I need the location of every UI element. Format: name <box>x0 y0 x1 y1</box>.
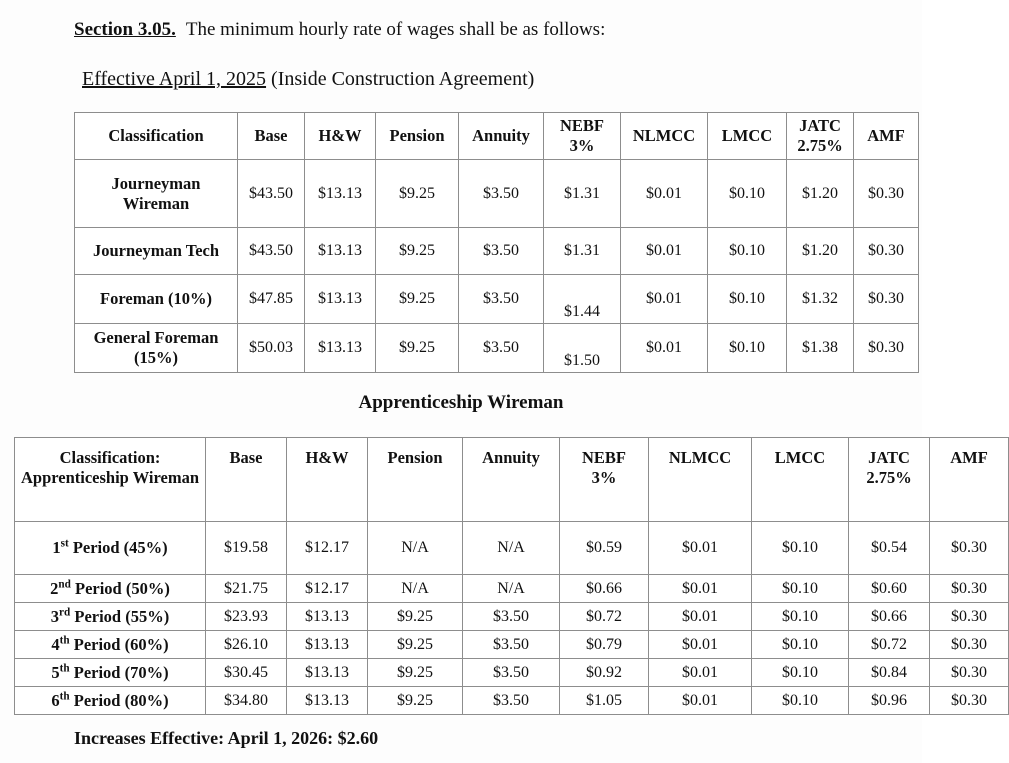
cell-jatc: $0.84 <box>849 659 930 687</box>
cell-nebf: $0.79 <box>560 631 649 659</box>
table1-body <box>75 160 919 373</box>
period-ordinal-suffix: st <box>60 537 69 550</box>
cell-pension: N/A <box>368 522 463 575</box>
period-label: Period (70%) <box>69 662 169 682</box>
cell-pension: $9.25 <box>376 228 459 275</box>
cell-hw: $13.13 <box>305 324 376 373</box>
row-label-period-3 <box>15 603 206 631</box>
cell-amf: $0.30 <box>930 687 1009 715</box>
cell-annuity: $3.50 <box>463 631 560 659</box>
increases-effective-note: Increases Effective: April 1, 2026: $2.60 <box>74 728 379 748</box>
row-label-period-6 <box>15 687 206 715</box>
column-header-nlmcc <box>649 438 752 522</box>
cell-jatc: $0.72 <box>849 631 930 659</box>
column-header-classification-apprenticeship <box>15 438 206 522</box>
table-row <box>75 228 919 275</box>
cell-lmcc: $0.10 <box>752 522 849 575</box>
cell-nlmcc: $0.01 <box>649 522 752 575</box>
period-ordinal: 2 <box>50 578 59 598</box>
cell-base: $50.03 <box>238 324 305 373</box>
apprenticeship-section-title: Apprenticeship Wireman <box>358 392 564 413</box>
cell-jatc: $1.20 <box>787 228 854 275</box>
cell-nlmcc: $0.01 <box>621 160 708 228</box>
period-label: Period (50%) <box>70 578 170 598</box>
cell-nebf: $1.31 <box>544 160 621 228</box>
inside-construction-wage-table <box>74 112 919 373</box>
cell-annuity: $3.50 <box>463 659 560 687</box>
row-label-period-2 <box>15 575 206 603</box>
cell-jatc: $1.32 <box>787 275 854 324</box>
cell-nlmcc: $0.01 <box>649 603 752 631</box>
cell-lmcc: $0.10 <box>752 687 849 715</box>
section-intro <box>74 18 605 43</box>
column-header-amf-label: AMF <box>867 126 905 145</box>
column-header-nlmcc-label: NLMCC <box>632 126 696 145</box>
period-ordinal-suffix: th <box>59 690 70 702</box>
period-ordinal: 1 <box>52 538 61 557</box>
cell-annuity: N/A <box>463 522 560 575</box>
cell-annuity: $3.50 <box>459 160 544 228</box>
cell-nlmcc: $0.01 <box>621 228 708 275</box>
column-header-classification-apprenticeship-label: Classification: Apprenticeship Wireman <box>20 448 199 487</box>
cell-amf: $0.30 <box>930 603 1009 631</box>
table-row <box>75 275 919 324</box>
apprenticeship-wage-table <box>14 437 1009 715</box>
period-ordinal: 6 <box>51 690 60 710</box>
column-header-jatc-rate: 2.75% <box>797 136 843 155</box>
cell-nlmcc: $0.01 <box>649 687 752 715</box>
cell-base: $34.80 <box>206 687 287 715</box>
row-label-general-foreman: General Foreman (15%) <box>75 324 238 373</box>
column-header-lmcc <box>752 438 849 522</box>
column-header-pension <box>368 438 463 522</box>
cell-annuity: $3.50 <box>459 324 544 373</box>
effective-date-line <box>82 68 534 91</box>
cell-pension: N/A <box>368 575 463 603</box>
cell-nebf: $0.92 <box>560 659 649 687</box>
table-row <box>75 160 919 228</box>
column-header-base-label: Base <box>254 126 288 145</box>
row-label-journeyman-wireman: Journeyman Wireman <box>75 160 238 228</box>
table-row <box>15 522 1009 575</box>
cell-lmcc: $0.10 <box>708 275 787 324</box>
period-ordinal-suffix: rd <box>59 606 71 618</box>
cell-hw: $12.17 <box>287 522 368 575</box>
period-label: Period (55%) <box>70 606 170 626</box>
cell-nebf: $0.66 <box>560 575 649 603</box>
section-sentence: The minimum hourly rate of wages shall be as follows: <box>185 19 606 40</box>
column-header-amf-label: AMF <box>950 448 988 467</box>
table-row <box>15 659 1009 687</box>
column-header-annuity-label: Annuity <box>472 126 530 145</box>
cell-nebf: $1.05 <box>560 687 649 715</box>
cell-jatc: $0.96 <box>849 687 930 715</box>
cell-hw: $13.13 <box>287 687 368 715</box>
cell-jatc: $1.20 <box>787 160 854 228</box>
table1-header-row <box>75 113 919 160</box>
column-header-nebf-label: NEBF <box>581 448 626 467</box>
column-header-annuity <box>463 438 560 522</box>
table-row <box>15 631 1009 659</box>
period-ordinal: 5 <box>51 662 60 682</box>
cell-base: $21.75 <box>206 575 287 603</box>
column-header-nebf-label: NEBF <box>559 116 604 135</box>
cell-base: $19.58 <box>206 522 287 575</box>
cell-lmcc: $0.10 <box>752 575 849 603</box>
cell-annuity: N/A <box>463 575 560 603</box>
column-header-jatc-label: JATC <box>868 448 910 467</box>
cell-base: $26.10 <box>206 631 287 659</box>
cell-base: $43.50 <box>238 160 305 228</box>
cell-hw: $13.13 <box>305 228 376 275</box>
cell-annuity: $3.50 <box>459 275 544 324</box>
cell-pension: $9.25 <box>368 687 463 715</box>
cell-jatc: $0.54 <box>849 522 930 575</box>
cell-lmcc: $0.10 <box>752 659 849 687</box>
row-label-period-5 <box>15 659 206 687</box>
cell-nlmcc: $0.01 <box>621 324 708 373</box>
column-header-jatc <box>849 438 930 522</box>
cell-annuity: $3.50 <box>463 603 560 631</box>
column-header-pension-label: Pension <box>389 126 445 145</box>
table2-header-row <box>15 438 1009 522</box>
column-header-jatc <box>787 113 854 160</box>
column-header-hw-label: H&W <box>318 126 362 145</box>
cell-pension: $9.25 <box>376 160 459 228</box>
column-header-classification <box>75 113 238 160</box>
table-row <box>15 687 1009 715</box>
column-header-classification-label: Classification <box>108 126 204 145</box>
cell-base: $30.45 <box>206 659 287 687</box>
cell-nlmcc: $0.01 <box>649 659 752 687</box>
column-header-lmcc <box>708 113 787 160</box>
column-header-base <box>206 438 287 522</box>
cell-pension: $9.25 <box>376 275 459 324</box>
cell-nebf: $0.72 <box>560 603 649 631</box>
column-header-jatc-label: JATC <box>799 116 841 135</box>
table-row <box>15 603 1009 631</box>
column-header-hw <box>287 438 368 522</box>
column-header-amf <box>854 113 919 160</box>
cell-hw: $13.13 <box>305 275 376 324</box>
cell-base: $23.93 <box>206 603 287 631</box>
cell-jatc: $1.38 <box>787 324 854 373</box>
cell-nebf: $0.59 <box>560 522 649 575</box>
column-header-annuity-label: Annuity <box>482 448 540 467</box>
column-header-nebf-rate: 3% <box>591 468 617 487</box>
cell-amf: $0.30 <box>930 631 1009 659</box>
cell-pension: $9.25 <box>368 659 463 687</box>
column-header-hw <box>305 113 376 160</box>
cell-lmcc: $0.10 <box>708 228 787 275</box>
column-header-hw-label: H&W <box>305 448 349 467</box>
cell-base: $43.50 <box>238 228 305 275</box>
cell-amf: $0.30 <box>930 522 1009 575</box>
cell-pension: $9.25 <box>376 324 459 373</box>
cell-annuity: $3.50 <box>463 687 560 715</box>
column-header-nlmcc-label: NLMCC <box>668 448 732 467</box>
period-ordinal: 4 <box>51 634 60 654</box>
section-number: Section 3.05. <box>74 19 176 40</box>
effective-agreement-name: (Inside Construction Agreement) <box>266 68 535 90</box>
period-ordinal: 3 <box>50 606 60 626</box>
cell-hw: $13.13 <box>305 160 376 228</box>
column-header-pension-label: Pension <box>387 448 443 467</box>
period-label: Period (45%) <box>68 538 168 557</box>
table-row <box>15 575 1009 603</box>
cell-nebf: $1.31 <box>544 228 621 275</box>
column-header-annuity <box>459 113 544 160</box>
cell-jatc: $0.60 <box>849 575 930 603</box>
cell-amf: $0.30 <box>854 275 919 324</box>
effective-date-underlined: Effective April 1, 2025 <box>82 68 267 90</box>
column-header-jatc-rate: 2.75% <box>866 468 912 487</box>
column-header-nebf-rate: 3% <box>569 136 595 155</box>
cell-lmcc: $0.10 <box>708 324 787 373</box>
cell-amf: $0.30 <box>854 324 919 373</box>
cell-nlmcc: $0.01 <box>649 631 752 659</box>
cell-nebf: $1.50 <box>544 324 621 373</box>
table-row <box>75 324 919 373</box>
table1-header <box>75 113 919 160</box>
row-label-foreman: Foreman (10%) <box>75 275 238 324</box>
cell-jatc: $0.66 <box>849 603 930 631</box>
column-header-base-label: Base <box>229 448 263 467</box>
cell-amf: $0.30 <box>930 575 1009 603</box>
cell-pension: $9.25 <box>368 631 463 659</box>
cell-hw: $13.13 <box>287 659 368 687</box>
cell-base: $47.85 <box>238 275 305 324</box>
cell-hw: $13.13 <box>287 603 368 631</box>
cell-nlmcc: $0.01 <box>649 575 752 603</box>
column-header-amf <box>930 438 1009 522</box>
row-label-period-1 <box>15 522 206 575</box>
period-ordinal-suffix: nd <box>58 578 71 590</box>
column-header-nlmcc <box>621 113 708 160</box>
cell-amf: $0.30 <box>930 659 1009 687</box>
cell-annuity: $3.50 <box>459 228 544 275</box>
cell-lmcc: $0.10 <box>708 160 787 228</box>
cell-hw: $13.13 <box>287 631 368 659</box>
cell-nlmcc: $0.01 <box>621 275 708 324</box>
cell-lmcc: $0.10 <box>752 603 849 631</box>
column-header-base <box>238 113 305 160</box>
column-header-nebf <box>560 438 649 522</box>
cell-nebf: $1.44 <box>544 275 621 324</box>
row-label-period-4 <box>15 631 206 659</box>
cell-amf: $0.30 <box>854 228 919 275</box>
table2-body <box>15 522 1009 715</box>
table2-header <box>15 438 1009 522</box>
column-header-nebf <box>544 113 621 160</box>
cell-amf: $0.30 <box>854 160 919 228</box>
column-header-pension <box>376 113 459 160</box>
period-ordinal-suffix: th <box>59 634 70 646</box>
period-label: Period (80%) <box>69 690 169 710</box>
period-ordinal-suffix: th <box>59 662 70 674</box>
column-header-lmcc-label: LMCC <box>774 448 826 467</box>
cell-lmcc: $0.10 <box>752 631 849 659</box>
period-label: Period (60%) <box>69 634 169 654</box>
row-label-journeyman-tech: Journeyman Tech <box>75 228 238 275</box>
cell-hw: $12.17 <box>287 575 368 603</box>
cell-pension: $9.25 <box>368 603 463 631</box>
column-header-lmcc-label: LMCC <box>721 126 773 145</box>
